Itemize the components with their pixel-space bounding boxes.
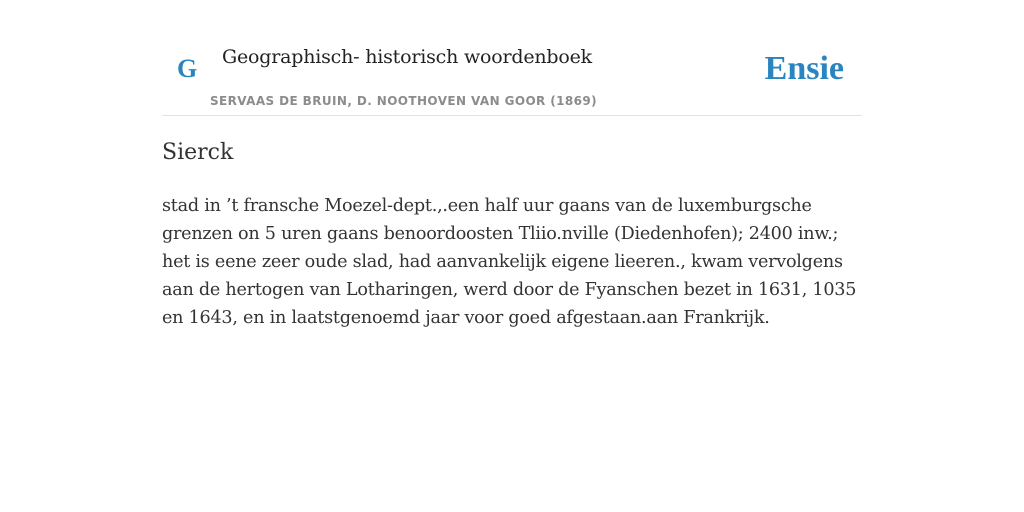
- book-header: [162, 40, 862, 116]
- ensie-logo-link[interactable]: Ensie: [764, 50, 844, 87]
- entry-title: Sierck: [162, 140, 234, 165]
- book-authors: SERVAAS DE BRUIN, D. NOOTHOVEN VAN GOOR (1869): [210, 94, 598, 108]
- entry-body: stad in ’t fransche Moezel-dept.,.een half uur gaans van de luxemburgsche grenzen on 5 uren gaans benoordoosten Tliio.nville (Diedenhofen); 2400 inw.; het is eene zeer oude slad, had aanvankelijk eigene lieeren., kwam vervolgens aan de hertogen van Lotharingen, werd door de Fyanschen bezet in 1631, 1035 en 1643, en in laatstgenoemd jaar voor goed afgestaan.aan Frankrijk.: [162, 196, 857, 328]
- book-title-link[interactable]: Geographisch- historisch woordenboek: [222, 46, 592, 68]
- book-letter-icon[interactable]: G: [177, 54, 198, 83]
